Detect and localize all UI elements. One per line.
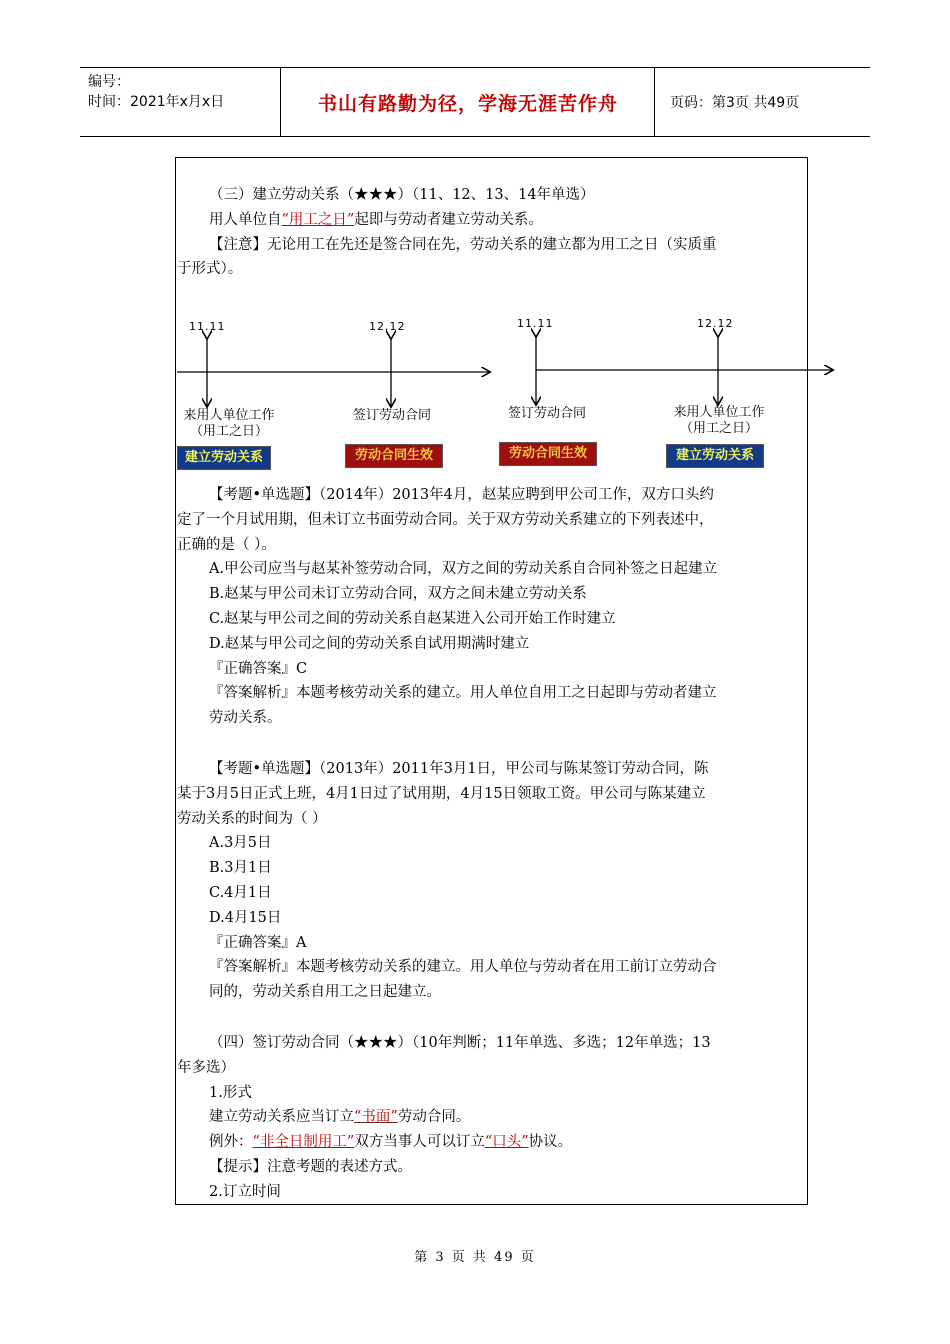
right-box-1: 劳动合同生效 xyxy=(499,442,597,466)
exc-emphasis-1: “非全日制用工” xyxy=(252,1134,355,1151)
left-date-2: 12.12 xyxy=(369,320,406,333)
exc-pre: 例外： xyxy=(209,1134,253,1151)
page-header xyxy=(80,67,870,137)
q1-stem-b: 定了一个月试用期，但未订立书面劳动合同。关于双方劳动关系建立的下列表述中， xyxy=(177,511,714,528)
right-label-2-line2: （用工之日） xyxy=(679,421,758,436)
header-meta xyxy=(80,68,281,136)
q2-stem-c: 劳动关系的时间为（ ） xyxy=(177,810,327,827)
q2-stem-a: 【考题•单选题】（2013年）2011年3月1日，甲公司与陈某签订劳动合同，陈 xyxy=(209,761,709,777)
right-label-2-line1: 来用人单位工作 xyxy=(673,405,765,420)
left-label-1-line2: （用工之日） xyxy=(189,424,268,439)
q2-option-b: B.3月1日 xyxy=(209,860,272,877)
right-label-2 xyxy=(663,405,775,437)
question-1 xyxy=(177,483,802,731)
left-box-2: 劳动合同生效 xyxy=(345,444,443,468)
section3-note-a: 【注意】无论用工在先还是签合同在先，劳动关系的建立都为用工之日（实质重 xyxy=(209,236,717,253)
line1-post: 起即与劳动者建立劳动关系。 xyxy=(354,211,543,228)
section4-title-b: 年多选） xyxy=(177,1059,235,1076)
q2-option-d: D.4月15日 xyxy=(209,909,282,926)
section3-line1 xyxy=(177,208,802,233)
q2-analysis-b: 同的，劳动关系自用工之日起建立。 xyxy=(209,984,441,1001)
q2-answer: 『正确答案』A xyxy=(209,934,307,951)
right-label-1: 签订劳动合同 xyxy=(507,406,586,421)
q1-analysis-a: 『答案解析』本题考核劳动关系的建立。用人单位自用工之日起即与劳动者建立 xyxy=(209,685,717,702)
section3-title: （三）建立劳动关系（★★★）（11、12、13、14年单选） xyxy=(209,187,595,203)
left-date-1: 11.11 xyxy=(189,320,226,333)
left-label-1-line1: 来用人单位工作 xyxy=(183,408,275,423)
section4-sub1: 1.形式 xyxy=(209,1084,252,1101)
header-page-info xyxy=(662,68,870,136)
form-post: 劳动合同。 xyxy=(397,1109,471,1126)
page-info: 页码：第3页 共49页 xyxy=(670,95,800,111)
right-date-2: 12.12 xyxy=(697,317,734,330)
header-motto: 书山有路勤为径，学海无涯苦作舟 xyxy=(282,68,655,136)
section4-exception xyxy=(177,1130,802,1155)
exc-post: 协议。 xyxy=(528,1134,573,1151)
section4-title-a: （四）签订劳动合同（★★★）（10年判断；11年单选、多选；12年单选；13 xyxy=(209,1035,711,1051)
q1-option-c: C.赵某与甲公司之间的劳动关系自赵某进入公司开始工作时建立 xyxy=(209,610,616,627)
form-pre: 建立劳动关系应当订立 xyxy=(209,1109,354,1126)
section4-sub2: 2.订立时间 xyxy=(209,1183,281,1200)
form-emphasis: “书面” xyxy=(354,1109,398,1126)
q2-analysis-a: 『答案解析』本题考核劳动关系的建立。用人单位与劳动者在用工前订立劳动合 xyxy=(209,959,717,976)
exc-mid: 双方当事人可以订立 xyxy=(354,1134,485,1151)
right-box-2: 建立劳动关系 xyxy=(666,444,764,468)
q2-option-a: A.3月5日 xyxy=(209,835,272,852)
q1-stem-a: 【考题•单选题】（2014年）2013年4月，赵某应聘到甲公司工作，双方口头约 xyxy=(209,487,714,503)
q1-option-b: B.赵某与甲公司未订立劳动合同，双方之间未建立劳动关系 xyxy=(209,586,587,603)
date-label: 时间：2021年x月x日 xyxy=(88,94,225,110)
line1-pre: 用人单位自 xyxy=(209,211,282,228)
q1-answer: 『正确答案』C xyxy=(209,660,308,677)
left-label-1 xyxy=(175,408,283,440)
timeline-diagram xyxy=(177,310,837,480)
right-date-1: 11.11 xyxy=(517,317,554,330)
exc-emphasis-2: “口头” xyxy=(484,1134,529,1151)
section4-block xyxy=(177,1031,802,1205)
question-2 xyxy=(177,757,802,1005)
page-footer: 第 3 页 共 49 页 xyxy=(414,1250,536,1265)
number-label: 编号： xyxy=(88,74,130,90)
q1-option-a: A.甲公司应当与赵某补签劳动合同，双方之间的劳动关系自合同补签之日起建立 xyxy=(209,561,718,578)
left-box-1: 建立劳动关系 xyxy=(177,446,271,470)
section3-note-b: 于形式）。 xyxy=(177,261,243,278)
section4-tip: 【提示】注意考题的表述方式。 xyxy=(209,1158,412,1175)
section3-block xyxy=(177,183,802,282)
q2-option-c: C.4月1日 xyxy=(209,884,272,901)
left-label-2: 签订劳动合同 xyxy=(352,408,431,423)
q2-stem-b: 某于3月5日正式上班，4月1日过了试用期，4月15日领取工资。甲公司与陈某建立 xyxy=(177,785,706,802)
section4-form xyxy=(177,1105,802,1130)
line1-emphasis: “用工之日” xyxy=(281,211,355,228)
q1-stem-c: 正确的是（ ）。 xyxy=(177,536,276,553)
q1-option-d: D.赵某与甲公司之间的劳动关系自试用期满时建立 xyxy=(209,635,530,652)
q1-analysis-b: 劳动关系。 xyxy=(209,710,282,727)
